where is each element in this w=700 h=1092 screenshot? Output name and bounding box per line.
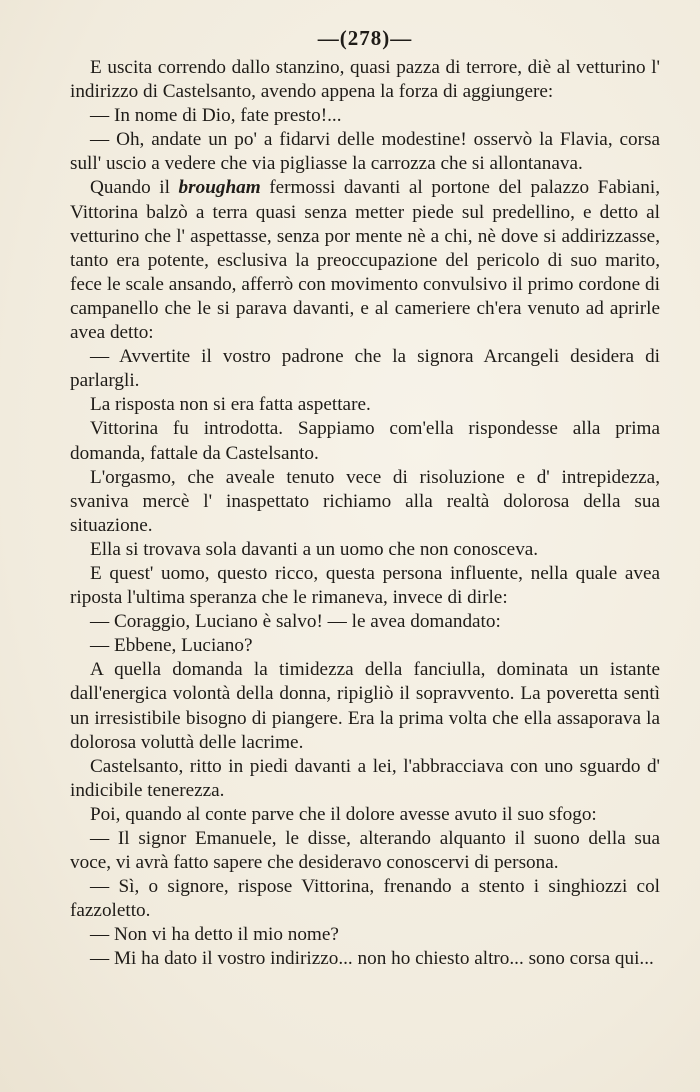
paragraph: — Oh, andate un po' a fidarvi delle modestine! osservò la Flavia, corsa sull' uscio a vedere che via pigliasse la carrozza che si allontanava. [70,129,660,175]
paragraph: — Mi ha dato il vostro indirizzo... non ho chiesto altro... sono corsa qui... [90,948,654,970]
paragraph: L'orgasmo, che aveale tenuto vece di risoluzione e d' intrepidezza, svaniva mercè l' inaspettato richiamo alla realtà dolorosa della sua situazione. [70,466,660,536]
paragraph: — Avvertite il vostro padrone che la signora Arcangeli desidera di parlargli. [70,346,660,392]
paragraph-text: Quando il [90,177,179,199]
paragraph: La risposta non si era fatta aspettare. [90,394,371,416]
page-number: —(278)— [317,26,413,50]
paragraph: Vittorina fu introdotta. Sappiamo com'ella rispondesse alla prima domanda, fattale da Castelsanto. [70,418,660,464]
paragraph: Ella si trovava sola davanti a un uomo che non conosceva. [90,538,539,560]
paragraph: — In nome di Dio, fate presto!... [90,105,342,127]
paragraph: — Non vi ha detto il mio nome? [90,924,339,946]
paragraph: E uscita correndo dallo stanzino, quasi pazza di terrore, diè al vetturino l' indirizzo di Castelsanto, avendo appena la forza di aggiungere: [70,57,660,103]
page-body [70,56,660,972]
paragraph: Poi, quando al conte parve che il dolore avesse avuto il suo sfogo: [90,803,597,825]
paragraph: — Coraggio, Luciano è salvo! — le avea domandato: [90,611,501,633]
paragraph: — Ebbene, Luciano? [90,635,253,657]
italic-term: brougham [178,177,261,199]
paragraph: A quella domanda la timidezza della fanciulla, dominata un istante dall'energica volontà della donna, ripigliò il sopravvento. La poveretta sentì un irresistibile bisogno di piangere. Era la prima volta che ella assaporava la dolorosa voluttà delle lacrime. [70,659,660,753]
paragraph: — Il signor Emanuele, le disse, alterando alquanto il suono della sua voce, vi avrà fatto sapere che desideravo conoscervi di persona. [70,828,660,874]
paragraph [70,176,660,345]
paragraph: E quest' uomo, questo ricco, questa persona influente, nella quale avea riposta l'ultima speranza che le rimaneva, invece di dirle: [70,562,660,609]
paragraph: Castelsanto, ritto in piedi davanti a lei, l'abbracciava con uno sguardo d' indicibile tenerezza. [70,755,660,801]
paragraph-text: fermossi davanti al portone del palazzo Fabiani, Vittorina balzò a terra quasi senza metter piede sul predellino, e detto al vetturino che l' aspettasse, senza por mente nè a chi, nè dove si addirizzasse, tanto era potente, esclusiva la preoccupazione del pericolo di suo marito, fece le scale ansando, afferrò con movimento convulsivo il primo cordone di campanello che le si parava davanti, e al cameriere ch'era venuto ad aprirle avea detto: [70,177,660,344]
paragraph: — Sì, o signore, rispose Vittorina, frenando a stento i singhiozzi col fazzoletto. [70,876,660,922]
